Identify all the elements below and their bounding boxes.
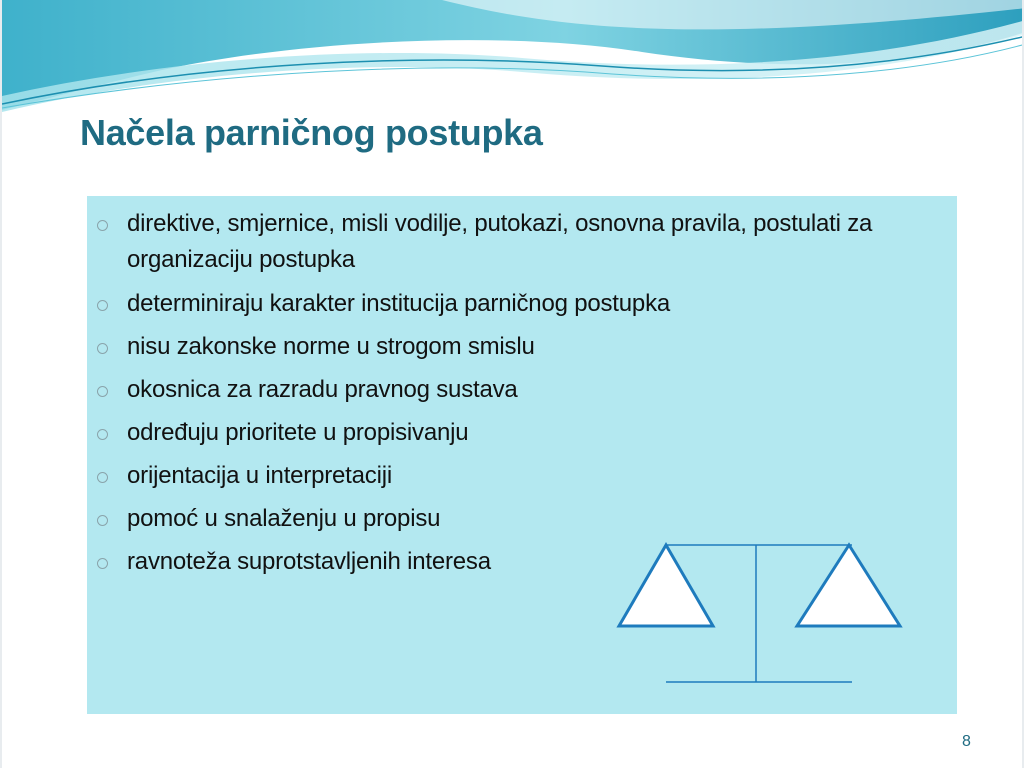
bullet-list — [97, 206, 947, 587]
bullet-item — [97, 372, 947, 408]
bullet-item — [97, 206, 947, 278]
page-number: 8 — [962, 733, 971, 750]
bullet-text: direktive, smjernice, misli vodilje, putokazi, osnovna pravila, postulati za organizaciju postupka — [127, 210, 873, 273]
bullet-text: okosnica za razradu pravnog sustava — [127, 376, 518, 403]
bullet-item — [97, 458, 947, 494]
wave-header-decoration — [2, 0, 1024, 120]
bullet-text: ravnoteža suprotstavljenih interesa — [127, 548, 491, 575]
slide-title: Načela parničnog postupka — [80, 112, 543, 153]
hollow-circle-bullet-icon — [97, 558, 108, 569]
hollow-circle-bullet-icon — [97, 220, 108, 231]
bullet-text: nisu zakonske norme u strogom smislu — [127, 333, 535, 360]
bullet-text: orijentacija u interpretaciji — [127, 462, 392, 489]
hollow-circle-bullet-icon — [97, 515, 108, 526]
bullet-item — [97, 329, 947, 365]
bullet-item — [97, 286, 947, 322]
hollow-circle-bullet-icon — [97, 386, 108, 397]
hollow-circle-bullet-icon — [97, 429, 108, 440]
bullet-text: determiniraju karakter institucija parničnog postupka — [127, 290, 671, 317]
bullet-item — [97, 501, 947, 537]
bullet-text: određuju prioritete u propisivanju — [127, 419, 469, 446]
bullet-text: pomoć u snalaženju u propisu — [127, 505, 441, 532]
hollow-circle-bullet-icon — [97, 300, 108, 311]
balance-scale-icon — [614, 540, 914, 690]
hollow-circle-bullet-icon — [97, 472, 108, 483]
bullet-item — [97, 415, 947, 451]
hollow-circle-bullet-icon — [97, 343, 108, 354]
